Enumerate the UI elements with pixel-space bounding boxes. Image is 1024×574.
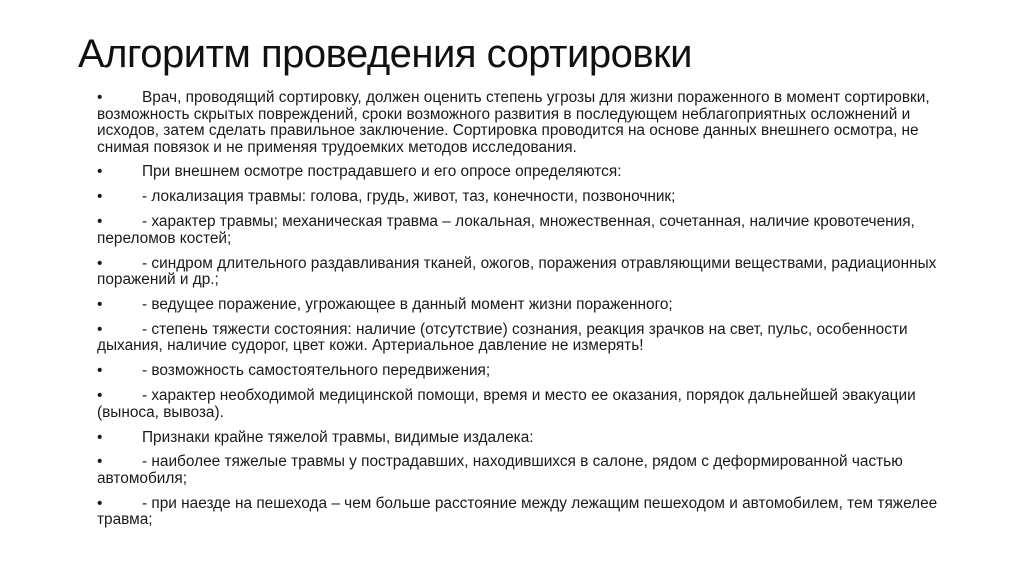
bullet-icon: • <box>97 387 103 405</box>
bullet-list <box>97 90 957 537</box>
bullet-icon: • <box>97 213 103 231</box>
list-item <box>97 90 957 156</box>
list-item-text: - ведущее поражение, угрожающее в данный момент жизни пораженного; <box>142 295 673 313</box>
list-item <box>97 388 957 421</box>
list-item-text: - характер необходимой медицинской помощи, время и место ее оказания, порядок дальнейшей эвакуации (выноса, вывоза). <box>97 387 916 421</box>
bullet-icon: • <box>97 188 103 206</box>
bullet-icon: • <box>97 362 103 380</box>
list-item <box>97 430 957 447</box>
list-item <box>97 256 957 289</box>
list-item <box>97 454 957 487</box>
slide-title: Алгоритм проведения сортировки <box>78 32 692 76</box>
bullet-icon: • <box>97 163 103 181</box>
list-item-text: - характер травмы; механическая травма – локальная, множественная, сочетанная, наличие кровотечения, переломов костей; <box>97 213 915 247</box>
bullet-icon: • <box>97 254 103 272</box>
bullet-icon: • <box>97 89 103 106</box>
list-item <box>97 164 957 181</box>
list-item <box>97 214 957 247</box>
bullet-icon: • <box>97 295 103 313</box>
list-item <box>97 363 957 380</box>
list-item <box>97 496 957 529</box>
list-item-text: - наиболее тяжелые травмы у пострадавших, находившихся в салоне, рядом с деформированной частью автомобиля; <box>97 453 903 487</box>
list-item <box>97 322 957 355</box>
bullet-icon: • <box>97 320 103 338</box>
list-item <box>97 189 957 206</box>
list-item <box>97 297 957 314</box>
list-item-text: - степень тяжести состояния: наличие (отсутствие) сознания, реакция зрачков на свет, пульс, особенности дыхания, наличие судорог, цвет кожи. Артериальное давление не измерять! <box>97 320 908 355</box>
list-item-text: Признаки крайне тяжелой травмы, видимые издалека: <box>142 428 534 446</box>
list-item-text: - синдром длительного раздавливания тканей, ожогов, поражения отравляющими веществами, радиационных поражений и др.; <box>97 254 937 289</box>
list-item-text: - возможность самостоятельного передвижения; <box>142 362 491 380</box>
list-item-text: При внешнем осмотре пострадавшего и его опросе определяются: <box>142 163 622 181</box>
bullet-icon: • <box>97 453 103 471</box>
bullet-icon: • <box>97 428 103 446</box>
bullet-icon: • <box>97 494 103 512</box>
list-item-text: - при наезде на пешехода – чем больше расстояние между лежащим пешеходом и автомобилем, тем тяжелее травма; <box>97 494 938 529</box>
list-item-text: Врач, проводящий сортировку, должен оценить степень угрозы для жизни пораженного в момент сортировки, возможность скрытых повреждений, сроки возможного развития в последующем неблагоприятных осложнений и исходов, затем сделать правильное заключение. Сортировка проводится на основе данных внешнего осмотра, не снимая повязок и не применяя трудоемких методов исследования. <box>97 89 930 156</box>
list-item-text: - локализация травмы: голова, грудь, живот, таз, конечности, позвоночник; <box>142 188 676 206</box>
